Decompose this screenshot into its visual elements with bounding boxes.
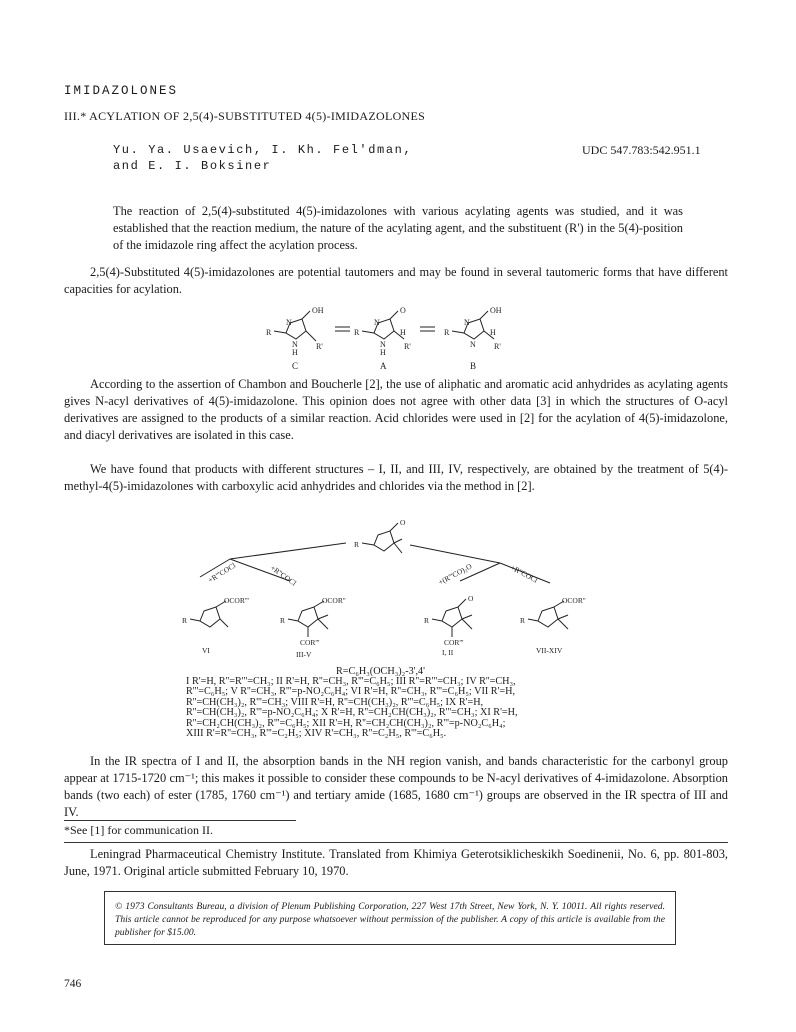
paragraph-1 <box>64 264 728 298</box>
tautomer-b-h: H <box>490 328 496 337</box>
tautomer-a-h2: H <box>400 328 406 337</box>
label-iii-v: III-V <box>296 650 312 659</box>
iii-v-cor: COR''' <box>300 638 320 647</box>
tautomer-b-n2: N <box>470 340 476 349</box>
vii-xiv-ocor: OCOR'' <box>562 596 586 605</box>
affiliation-rule <box>64 842 728 843</box>
copyright-text: © 1973 Consultants Bureau, a division of Plenum Publishing Corporation, 227 West 17th Street, New York, N. Y. 10011. All rights reserved. This article cannot be reproduced for any purpose whatsoever without permission of the publisher. A copy of this article is available from the publisher for $15.00. <box>115 901 665 938</box>
iii-v-ocor: OCOR'' <box>322 596 346 605</box>
abstract-text: The reaction of 2,5(4)-substituted 4(5)-imidazolones with various acylating agents was studied, and it was established that the reaction medium, the nature of the acylating agent, and the substituent (R') in the 5(4)-position of the imidazole ring affect the acylation process. <box>113 204 683 252</box>
tautomer-c-rp: R' <box>316 342 323 351</box>
footnote: *See [1] for communication II. <box>64 823 213 837</box>
paragraph-3 <box>64 461 728 495</box>
start-o: O <box>400 518 406 527</box>
copyright-box <box>104 891 676 945</box>
authors-line-1: Yu. Ya. Usaevich, I. Kh. Fel'dman, <box>113 143 413 157</box>
affiliation <box>64 846 728 880</box>
label-vi: VI <box>202 646 210 655</box>
compound-codes-line: I R'=H, R''=R'''=CH₃; II R'=H, R''=CH₃, R'''=C₆H₅; III R''=R'''=CH₃; IV R''=CH₃, <box>186 676 516 687</box>
compound-codes-line: R''=CH(CH₃)₂, R'''=p-NO₂C₆H₄; X R'=H, R''=CH₂CH(CH₃)₂, R'''=CH₃; XI R'=H, <box>186 707 518 719</box>
i-ii-r: R <box>424 616 430 625</box>
tautomer-c-oh: OH <box>312 306 324 315</box>
tautomer-c-h: H <box>292 348 298 357</box>
paragraph-4 <box>64 753 728 821</box>
tautomer-c-n1: N <box>286 318 292 327</box>
i-ii-cor: COR''' <box>444 638 464 647</box>
tautomer-a-n2: N <box>380 340 386 349</box>
vi-ocor: OCOR''' <box>224 596 249 605</box>
tautomer-a-rp: R' <box>404 342 411 351</box>
abstract <box>113 203 683 254</box>
series-title: IMIDAZOLONES <box>64 84 179 98</box>
tautomer-a-r: R <box>354 328 360 337</box>
tautomer-a-o: O <box>400 306 406 315</box>
authors-line-2: and E. I. Boksiner <box>113 159 272 173</box>
footnote-rule <box>64 820 296 821</box>
tautomer-b-oh: OH <box>490 306 502 315</box>
label-i-ii: I, II <box>442 648 454 657</box>
tautomer-label-b: B <box>470 361 477 371</box>
compound-codes <box>186 677 686 739</box>
reagent-1: +R'''COCl <box>206 560 238 585</box>
vi-r: R <box>182 616 188 625</box>
i-ii-o: O <box>468 594 474 603</box>
label-vii-xiv: VII-XIV <box>536 646 563 655</box>
r-definition: R=C₆H₃(OCH₃)₂-3',4' <box>336 666 425 677</box>
tautomer-c-r: R <box>266 328 272 337</box>
compound-codes-line: R'''=C₆H₅; V R''=CH₃, R'''=p-NO₂C₆H₄; VI R'=H, R''=CH₃, R'''=C₆H₅; VII R'=H, <box>186 686 516 698</box>
acylation-scheme <box>170 517 630 665</box>
paragraph-2 <box>64 376 728 444</box>
paragraph-3-text: We have found that products with different structures – I, II, and III, IV, respectively, are obtained by the treatment of 5(4)-methyl-4(5)-imidazolones with carboxylic acid anhydrides and chlorides via the method in [2]. <box>64 462 728 493</box>
start-r: R <box>354 540 360 549</box>
compound-codes-line: R''=CH(CH₃)₂, R'''=CH₃; VIII R'=H, R''=CH(CH₃)₂, R'''=C₆H₅; IX R'=H, <box>186 696 484 708</box>
paragraph-2-text: According to the assertion of Chambon and Boucherle [2], the use of aliphatic and aromatic acid anhydrides as acylating agents gives N-acyl derivatives of 4(5)-imidazolone. This opinion does not agree with other data [3] in which the structures of O-acyl derivatives are assigned to the products of a similar reaction. Acid chlorides were used in [2] for the acylation of 4(5)-imidazolone, and diacyl derivatives are isolated in this case. <box>64 377 728 442</box>
tautomer-b-rp: R' <box>494 342 501 351</box>
tautomer-scheme <box>250 305 530 375</box>
tautomer-c-n2: N <box>292 340 298 349</box>
tautomer-label-c: C <box>292 361 299 371</box>
tautomer-label-a: A <box>380 361 387 371</box>
compound-codes-line: XIII R'=R''=CH₃, R'''=C₂H₅; XIV R'=CH₃, R''=C₂H₅, R'''=C₆H₅. <box>186 728 447 740</box>
paragraph-4-text: In the IR spectra of I and II, the absorption bands in the NH region vanish, and bands characteristic for the carbonyl group appear at 1715-1720 cm⁻¹; this makes it possible to consider these compounds to be N-acyl derivatives of 4-imidazolone. Absorption bands (two each) of ester (1785, 1760 cm⁻¹) and tertiary amide (1685, 1680 cm⁻¹) groups are observed in the IR spectra of III and IV. <box>64 754 728 819</box>
udc-code: UDC 547.783:542.951.1 <box>582 143 701 157</box>
reagent-2: +R''COCl <box>268 563 299 588</box>
tautomer-b-r: R <box>444 328 450 337</box>
iii-v-r: R <box>280 616 286 625</box>
paragraph-1-text: 2,5(4)-Substituted 4(5)-imidazolones are potential tautomers and may be found in several tautomeric forms that have different capacities for acylation. <box>64 265 728 296</box>
page-number: 746 <box>64 978 82 990</box>
affiliation-text: Leningrad Pharmaceutical Chemistry Institute. Translated from Khimiya Geterotsiklicheskikh Soedinenii, No. 6, pp. 801-803, June, 1971. Original article submitted February 10, 1970. <box>64 847 728 878</box>
reagent-4: +R''COCl <box>509 562 540 585</box>
tautomer-b-n1: N <box>464 318 470 327</box>
vii-xiv-r: R <box>520 616 526 625</box>
article-title: III.* ACYLATION OF 2,5(4)-SUBSTITUTED 4(5)-IMIDAZOLONES <box>64 109 426 123</box>
tautomer-a-h1: H <box>380 348 386 357</box>
compound-codes-line: R''=CH₂CH(CH₃)₂, R'''=C₆H₅; XII R'=H, R''=CH₂CH(CH₃)₂, R'''=p-NO₂C₆H₄; <box>186 717 506 729</box>
tautomer-a-n1: N <box>374 318 380 327</box>
reagent-3: +(R'''CO)₂O <box>436 561 474 587</box>
